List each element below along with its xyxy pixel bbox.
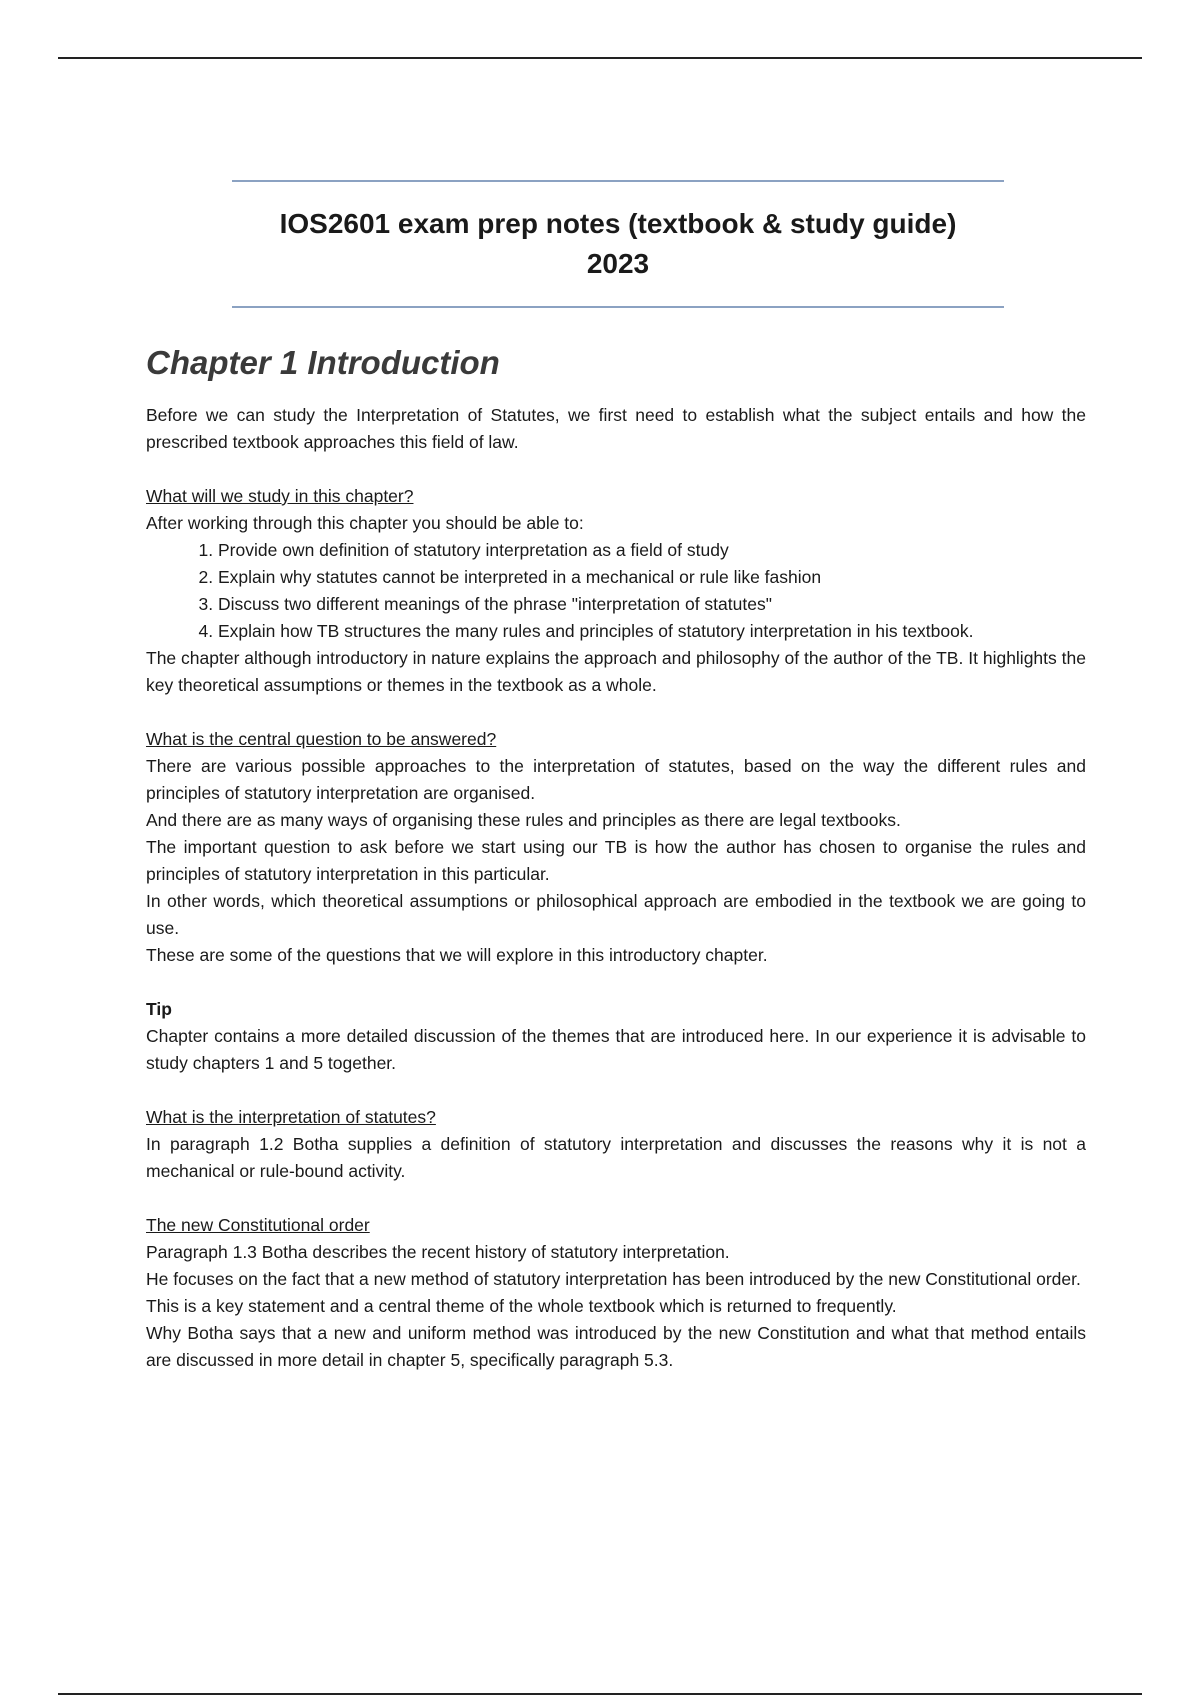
paragraph: Why Botha says that a new and uniform method was introduced by the new Constitution and what that method entails are discussed in more detail in chapter 5, specifically paragraph 5.3. <box>146 1323 1086 1370</box>
title-block <box>232 180 1004 308</box>
paragraph: In other words, which theoretical assumptions or philosophical approach are embodied in the textbook we are going to use. <box>146 891 1086 938</box>
title-line-2: 2023 <box>586 248 650 279</box>
objectives-lead: After working through this chapter you should be able to: <box>146 513 584 533</box>
paragraph: Paragraph 1.3 Botha describes the recent history of statutory interpretation. <box>146 1242 730 1262</box>
section-heading-interpretation: What is the interpretation of statutes? <box>146 1107 436 1127</box>
section1-closing: The chapter although introductory in nature explains the approach and philosophy of the author of the TB. It highlights the key theoretical assumptions or themes in the textbook as a whole. <box>146 648 1086 695</box>
paragraph: This is a key statement and a central theme of the whole textbook which is returned to frequently. <box>146 1296 897 1316</box>
title-line-1: IOS2601 exam prep notes (textbook & study guide) <box>279 208 957 239</box>
intro-paragraph: Before we can study the Interpretation of Statutes, we first need to establish what the subject entails and how the prescribed textbook approaches this field of law. <box>146 405 1086 452</box>
section-heading-central-question: What is the central question to be answered? <box>146 729 497 749</box>
document-body <box>146 338 1086 1374</box>
paragraph: The important question to ask before we start using our TB is how the author has chosen to organise the rules and principles of statutory interpretation in this particular. <box>146 837 1086 884</box>
paragraph: These are some of the questions that we will explore in this introductory chapter. <box>146 945 768 965</box>
paragraph: And there are as many ways of organising these rules and principles as there are legal textbooks. <box>146 810 901 830</box>
section-heading-constitutional-order: The new Constitutional order <box>146 1215 370 1235</box>
tip-heading: Tip <box>146 999 172 1019</box>
paragraph: He focuses on the fact that a new method of statutory interpretation has been introduced by the new Constitutional order. <box>146 1269 1081 1289</box>
list-item: 3. Discuss two different meanings of the phrase "interpretation of statutes" <box>218 591 1086 618</box>
page-top-rule <box>58 57 1142 59</box>
paragraph: There are various possible approaches to the interpretation of statutes, based on the way the different rules and principles of statutory interpretation are organised. <box>146 756 1086 803</box>
tip-text: Chapter contains a more detailed discussion of the themes that are introduced here. In our experience it is advisable to study chapters 1 and 5 together. <box>146 1026 1086 1073</box>
section-heading-study: What will we study in this chapter? <box>146 486 414 506</box>
title-rule-bottom <box>232 306 1004 308</box>
document-title <box>232 182 1004 306</box>
objectives-list <box>146 537 1086 645</box>
chapter-heading: Chapter 1 Introduction <box>146 344 500 381</box>
list-item: 1. Provide own definition of statutory interpretation as a field of study <box>218 537 1086 564</box>
list-item: 4. Explain how TB structures the many rules and principles of statutory interpretation in his textbook. <box>218 618 1086 645</box>
page-bottom-rule <box>58 1693 1142 1695</box>
list-item: 2. Explain why statutes cannot be interpreted in a mechanical or rule like fashion <box>218 564 1086 591</box>
paragraph: In paragraph 1.2 Botha supplies a definition of statutory interpretation and discusses the reasons why it is not a mechanical or rule-bound activity. <box>146 1134 1086 1181</box>
